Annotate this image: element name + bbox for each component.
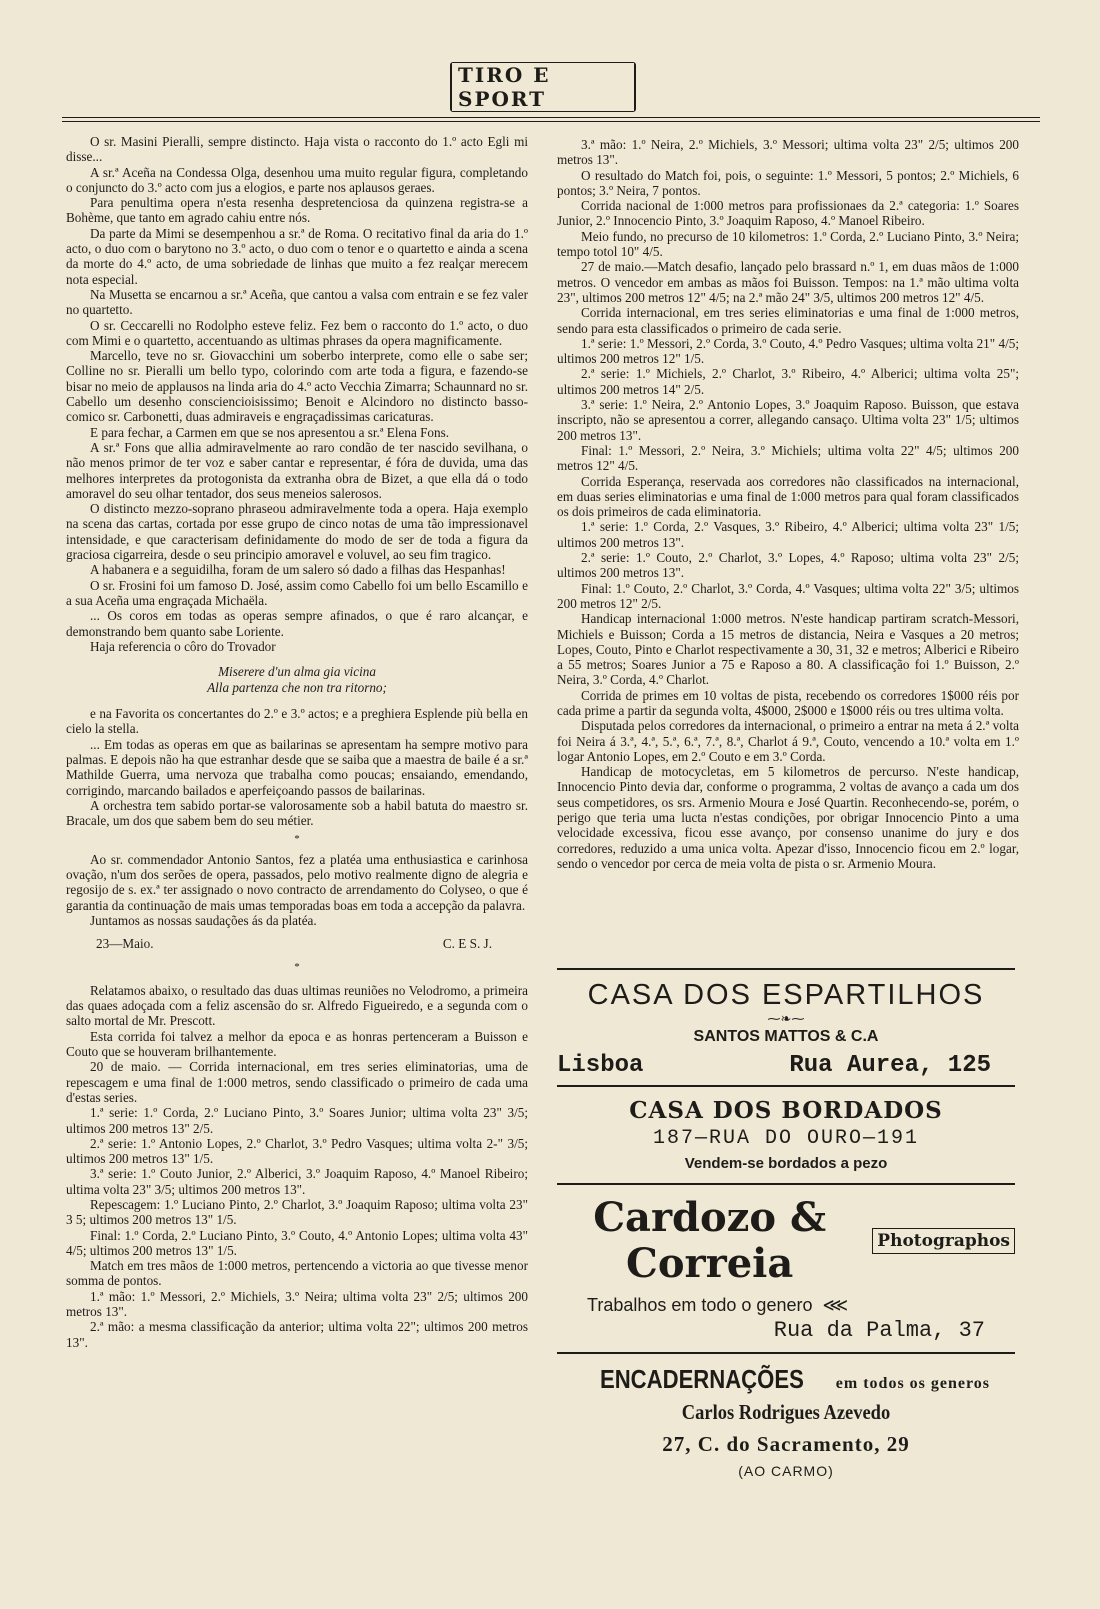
paragraph: ... Em todas as operas em que as bailarinas se apresentam ha sempre motivo para palmas. E depois não ha que estranhar desde que se saiba que a maestra de baile é a sr.ª Mathilde Guerra, uma nervoza que trabalha como poucas; ensaiando, emendando, corrigindo, marcando bailados e aperfeiçoando passos de bailarinas.: [66, 736, 528, 798]
ornament-icon: ⁓❧⁓: [767, 1011, 805, 1026]
paragraph: Na Musetta se encarnou a sr.ª Aceña, que cantou a valsa com entrain e se fez valer no quartetto.: [66, 286, 528, 318]
ad-cardozo-correia: [557, 1185, 1015, 1352]
left-column-part-4: [66, 983, 528, 1350]
section-star: *: [294, 960, 300, 973]
right-column: [557, 137, 1019, 871]
paragraph: Marcello, teve no sr. Giovacchini um soberbo interprete, como elle o sabe ser; Colline no sr. Pieralli um bello typo, colorindo com arte toda a figura, e fazendo-se bisar no meio de applausos na linda aria do 4.º acto Vecchia Zimarra; Schaunnard no sr. Cabello um desenho consciencioisissimo; Benoit e Alcindoro no distincto basso-comico sr. Carbonetti, duas admiraveis e engraçadissimas caricaturas.: [66, 348, 528, 425]
ad-address: 187—RUA DO OURO—191: [652, 1127, 920, 1150]
paragraph: 3.ª serie: 1.º Couto Junior, 2.º Alberici, 3.º Joaquim Raposo, 4.º Manoel Ribeiro; ultima volta 23" 3/5; ultimos 200 metros 13".: [66, 1166, 528, 1197]
masthead-text: TIRO E SPORT: [452, 63, 634, 111]
ad-note: (AO CARMO): [738, 1463, 834, 1479]
ad-badge: Photographos: [872, 1228, 1015, 1254]
ad-encadernacoes: [557, 1354, 1015, 1487]
paragraph: Handicap de motocycletas, em 5 kilometros de percurso. N'este handicap, Innocencio Pinto devia dar, conforme o programma, 2 voltas de avanço a cada um dos seus competidores, os srs. Armenio Moura e José Quartin. Reconhecendo-se, porém, o perigo que teria uma lucta n'estas condições, por obrigar Innocencio Pinto a uma velocidade excessiva, ficou esse avanço, por consenso unanime do jury e dos corredores, reduzido a uma unica volta. Apezar d'isso, Innocencio ficou em 2.º logar, sendo o vencedor por cerca de meia volta de pista o sr. Armenio Moura.: [557, 764, 1019, 871]
paragraph: O distincto mezzo-soprano phraseou admiravelmente toda a opera. Haja exemplo na scena das cartas, cortada por esse grupo de cinco notas de uma tão impressionavel intensidade, e que caracterisam definidamente do modo de ser de toda a figura da graciosa cigarreira, desde o seu principio amoravel e voluvel, ao seu fim tragico.: [66, 501, 528, 563]
paragraph: Juntamos as nossas saudações ás da platéa.: [90, 912, 317, 928]
left-column: [66, 134, 528, 1350]
paragraph: 2.ª serie: 1.º Antonio Lopes, 2.º Charlot, 3.º Pedro Vasques; ultima volta 2-" 3/5; ultimos 200 metros 13" 1/5.: [66, 1135, 528, 1167]
paragraph: 2.ª serie: 1.º Michiels, 2.º Charlot, 3.º Ribeiro, 4.º Alberici; ultima volta 25"; ultimos 200 metros 14" 2/5.: [557, 366, 1019, 397]
paragraph: Corrida nacional de 1:000 metros para profissionaes da 2.ª categoria: 1.º Soares Junior, 2.º Innocencio Pinto, 3.º Joaquim Raposo, 4.º Manoel Ribeiro.: [557, 198, 1019, 229]
paragraph: 1.ª mão: 1.º Messori, 2.º Michiels, 3.º Neira; ultima volta 23" 2/5; ultimos 200 metros 13".: [66, 1288, 528, 1320]
paragraph: A sr.ª Aceña na Condessa Olga, desenhou uma muito regular figura, completando o conjuncto do 3.º acto com jus a elogios, e parte nos aplausos geraes.: [66, 164, 528, 195]
paragraph: Relatamos abaixo, o resultado das duas ultimas reuniões no Velodromo, a primeira das quaes adoçada com a feliz ascensão do sr. Alfredo Figueiredo, e a segunda com o salto mortal de Mr. Prescott.: [66, 982, 528, 1029]
paragraph: O resultado do Match foi, pois, o seguinte: 1.º Messori, 5 pontos; 2.º Michiels, 6 pontos; 3.º Neira, 7 pontos.: [557, 167, 1019, 198]
paragraph: A orchestra tem sabido portar-se valorosamente sob a habil batuta do maestro sr. Bracale, um dos que sabem bem do seu métier.: [66, 797, 528, 829]
left-column-part-3: [66, 852, 528, 928]
paragraph: Final: 1.º Corda, 2.º Luciano Pinto, 3.º Couto, 4.º Antonio Lopes; ultima volta 43" 4/5; ultimos 200 metros 13" 1/5.: [66, 1227, 528, 1258]
ad-tagline: Trabalhos em todo o genero: [587, 1295, 813, 1315]
verse-quote: [66, 664, 528, 696]
paragraph: Ao sr. commendador Antonio Santos, fez a platéa uma enthusiastica e carinhosa ovação, n'um dos serões de opera, passados, pelo motivo realmente digno de alegria e regosijo de s. ex.ª ter assignado o novo contracto de arrendamento do Colyseo, o que é garantia da continuação de mais umas temporadas boas em toda a accepção da palavra.: [66, 851, 528, 913]
paragraph: 27 de maio.—Match desafio, lançado pelo brassard n.º 1, em duas mãos de 1:000 metros. O vencedor em ambas as mãos foi Buisson. Tempos: na 1.ª mão ultima volta 23", ultimos 200 metros 12" 4/5; na 2.ª mão 24" 3/5, ultimos 200 metros 12" 4/5.: [557, 259, 1019, 305]
paragraph: 1.ª serie: 1.º Corda, 2.º Vasques, 3.º Ribeiro, 4.º Alberici; ultima volta 23" 1/5; ultimos 200 metros 13".: [557, 519, 1019, 550]
left-column-part-2: [66, 706, 528, 828]
ad-title: CASA DOS BORDADOS: [629, 1097, 943, 1124]
ad-tagline: Vendem-se bordados a pezo: [684, 1155, 888, 1172]
paragraph: e na Favorita os concertantes do 2.º e 3.º actos; e a preghiera Esplende più bella en cielo la stella.: [66, 706, 528, 737]
ad-owner: Carlos Rodrigues Azevedo: [681, 1400, 891, 1424]
paragraph: Esta corrida foi talvez a melhor da epoca e as honras pertenceram a Buisson e Couto que se houveram brilhantemente.: [66, 1028, 528, 1060]
paragraph: Haja referencia o côro do Trovador: [90, 638, 276, 654]
paragraph: O sr. Masini Pieralli, sempre distincto. Haja vista o racconto do 1.º acto Egli mi disse...: [66, 134, 528, 165]
ad-espartilhos: [557, 970, 1015, 1085]
ad-owner: SANTOS MATTOS & C.A: [693, 1028, 879, 1045]
paragraph: 20 de maio. — Corrida internacional, em tres series eliminatorias, uma de repescagem e uma final de 1:000 metros, sendo classificado o primeiro de cada uma d'estas series.: [66, 1059, 528, 1105]
paragraph: Meio fundo, no precurso de 10 kilometros: 1.º Corda, 2.º Luciano Pinto, 3.º Neira; tempo totol 10" 4/5.: [557, 228, 1019, 260]
paragraph: 2.ª serie: 1.º Couto, 2.º Charlot, 3.º Lopes, 4.º Raposo; ultima volta 23" 2/5; ultimos 200 metros 13".: [557, 550, 1019, 581]
ornament-icon: ⋘: [822, 1295, 849, 1315]
paragraph: 1.ª serie: 1.º Messori, 2.º Corda, 3.º Couto, 4.º Pedro Vasques; ultima volta 21" 4/5; ultimos 200 metros 12" 1/5.: [557, 335, 1019, 367]
paragraph: Handicap internacional 1:000 metros. N'este handicap partiram scratch-Messori, Michiels e Buisson; Corda a 15 metros de distancia, Neira e Vasques a 20 metros; Lopes, Couto, Pinto e Charlot respectivamente a 30, 31, 32 e metros; Alberici e Ribeiro a 55 metros; Soares Junior a 75 e Raposo a 80. A classificação foi 1.º Buisson, 2.º Neira, 3.º Corda, 4.º Charlot.: [557, 611, 1019, 688]
verse-line: Alla partenza che non tra ritorno;: [207, 680, 387, 696]
paragraph: Final: 1.º Messori, 2.º Neira, 3.º Michiels; ultima volta 22" 4/5; ultimos 200 metros 12" 4/5.: [557, 442, 1019, 474]
right-column-text: [557, 137, 1019, 871]
paragraph: Corrida Esperança, reservada aos corredores não classificados na internacional, em duas series eliminatorias e uma final de 1:000 metros para qual foram classificados os dois primeiros de cada eliminatoria.: [557, 473, 1019, 520]
paragraph: Disputada pelos corredores da internacional, o primeiro a entrar na meta á 2.ª volta foi Neira á 3.ª, 4.ª, 5.ª, 6.ª, 7.ª, 8.ª, Charlot á 9.ª, Couto, vencendo a 10.ª volta em 1.º logar Antonio Lopes, em 2.º Couto e em 3.º Corda.: [557, 718, 1019, 764]
ad-city: Lisboa: [557, 1052, 644, 1079]
paragraph: O sr. Frosini foi um famoso D. José, assim como Cabello foi um bello Escamillo e a sua Aceña uma engraçada Michaëla.: [66, 577, 528, 608]
ad-title: Cardozo & Correia: [593, 1194, 827, 1287]
ad-title: ENCADERNAÇÕES: [599, 1364, 804, 1394]
paragraph: 3.ª serie: 1.º Neira, 2.º Antonio Lopes, 3.º Joaquim Raposo. Buisson, que estava inscripto, não se apresentou a correr, allegando cansaço. Ultima volta 23" 1/5; ultimos 200 metros 13".: [557, 397, 1019, 443]
paragraph: Final: 1.º Couto, 2.º Charlot, 3.º Corda, 4.º Vasques; ultima volta 22" 3/5; ultimos 200 metros 12" 2/5.: [557, 580, 1019, 611]
paragraph: O sr. Ceccarelli no Rodolpho esteve feliz. Fez bem o racconto do 1.º acto, o duo com Mimi e o quartetto, accentuando as ultimas phrases da opera magnificamente.: [66, 317, 528, 348]
paragraph: 2.ª mão: a mesma classificação da anterior; ultima volta 22"; ultimos 200 metros 13".: [66, 1319, 528, 1350]
paragraph: Da parte da Mimi se desempenhou a sr.ª de Roma. O recitativo final da aria do 1.º acto, o duo com o barytono no 3.º acto, o duo com o tenor e o quartetto e ainda a scena da morte do 4.º acto, de uma sobriedade de linhas que muito a fez realçar merecem nota especial.: [66, 225, 528, 287]
header-rule: [62, 117, 1040, 118]
advertisements: [557, 968, 1015, 1487]
signature: [66, 936, 528, 951]
verse-line: Miserere d'un alma gia vicina: [218, 664, 376, 680]
section-star: *: [294, 833, 300, 846]
paragraph: ... Os coros em todas as operas sempre afinados, o que é raro alcançar, e demonstrando bem quanto sabe Loriente.: [66, 608, 528, 639]
left-column-part-1: [66, 134, 528, 654]
ad-title: CASA DOS ESPARTILHOS: [587, 979, 985, 1011]
ad-address: 27, C. do Sacramento, 29: [662, 1432, 910, 1456]
paragraph: A habanera e a seguidilha, foram de um salero só dado a filhas das Hespanhas!: [90, 562, 506, 578]
ad-subtitle: em todos os generos: [835, 1375, 991, 1392]
paragraph: E para fechar, a Carmen em que se nos apresentou a sr.ª Elena Fons.: [90, 424, 450, 440]
ad-address: Rua da Palma, 37: [773, 1318, 985, 1343]
paragraph: A sr.ª Fons que allia admiravelmente ao raro condão de ter nascido sevilhana, o não menos primor de ter voz e saber cantar e representar, é fóra de duvida, uma das melhores interpretes da protogonista da extranha obra de Bizet, a que ella dá o todo amoravel do seu olhar tentador, dos seus meneios salerosos.: [66, 439, 528, 501]
paragraph: Corrida de primes em 10 voltas de pista, recebendo os corredores 1$000 réis por cada prime a partir da segunda volta, 4$000, 2$000 e 1$000 réis ou tres ultima volta.: [557, 687, 1019, 718]
signature-initials: C. E S. J.: [442, 936, 492, 952]
paragraph: Repescagem: 1.º Luciano Pinto, 2.º Charlot, 3.º Joaquim Raposo; ultima volta 23" 3 5; ultimos 200 metros 13" 1/5.: [66, 1197, 528, 1228]
signature-date: 23—Maio.: [96, 936, 154, 952]
ad-bordados: [557, 1087, 1015, 1183]
ad-street: Rua Aurea, 125: [789, 1052, 991, 1079]
header-rule: [62, 121, 1040, 122]
paragraph: Match em tres mãos de 1:000 metros, pertencendo a victoria ao que tivesse menor somma de pontos.: [66, 1258, 528, 1289]
paragraph: 1.ª serie: 1.º Corda, 2.º Luciano Pinto, 3.º Soares Junior; ultima volta 23" 3/5; ultimos 200 metros 13" 2/5.: [66, 1105, 528, 1136]
masthead-logo: [450, 62, 636, 112]
paragraph: Corrida internacional, em tres series eliminatorias e uma final de 1:000 metros, sendo para esta classificados o primeiro de cada serie.: [557, 305, 1019, 336]
paragraph: 3.ª mão: 1.º Neira, 2.º Michiels, 3.º Messori; ultima volta 23" 2/5; ultimos 200 metros 13".: [557, 137, 1019, 168]
paragraph: Para penultima opera n'esta resenha despretenciosa da quinzena registra-se a Bohème, que tanto em agrado cahiu entre nós.: [66, 195, 528, 226]
